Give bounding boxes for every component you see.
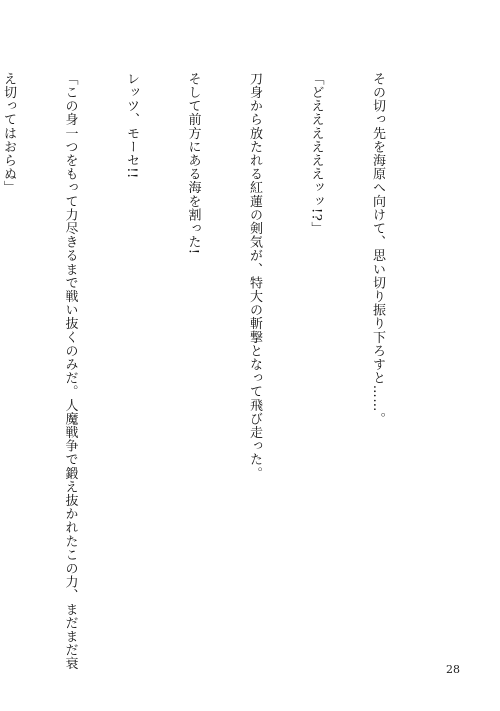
vertical-text-block bbox=[1, 72, 428, 671]
text-line: え切ってはおらぬ」 bbox=[1, 72, 16, 195]
text-line: 「どええええええッッ!?」 bbox=[308, 72, 324, 235]
text-line: その切っ先を海原へ向けて、思い切り振り下ろすと……。 bbox=[370, 72, 385, 426]
text-line: 刀身から放たれる紅蓮の剣気が、特大の斬撃となって飛び走った。 bbox=[247, 72, 262, 480]
page-number: 28 bbox=[446, 663, 460, 676]
text-line: そして前方にある海を割った! bbox=[185, 72, 201, 255]
text-line: レッツ、モーセ!! bbox=[124, 72, 139, 179]
text-line: 「この身一つをもって力尽きるまで戦い抜くのみだ。人魔戦争で鍛え抜かれたこの力、まだまだ衰 bbox=[62, 72, 78, 671]
